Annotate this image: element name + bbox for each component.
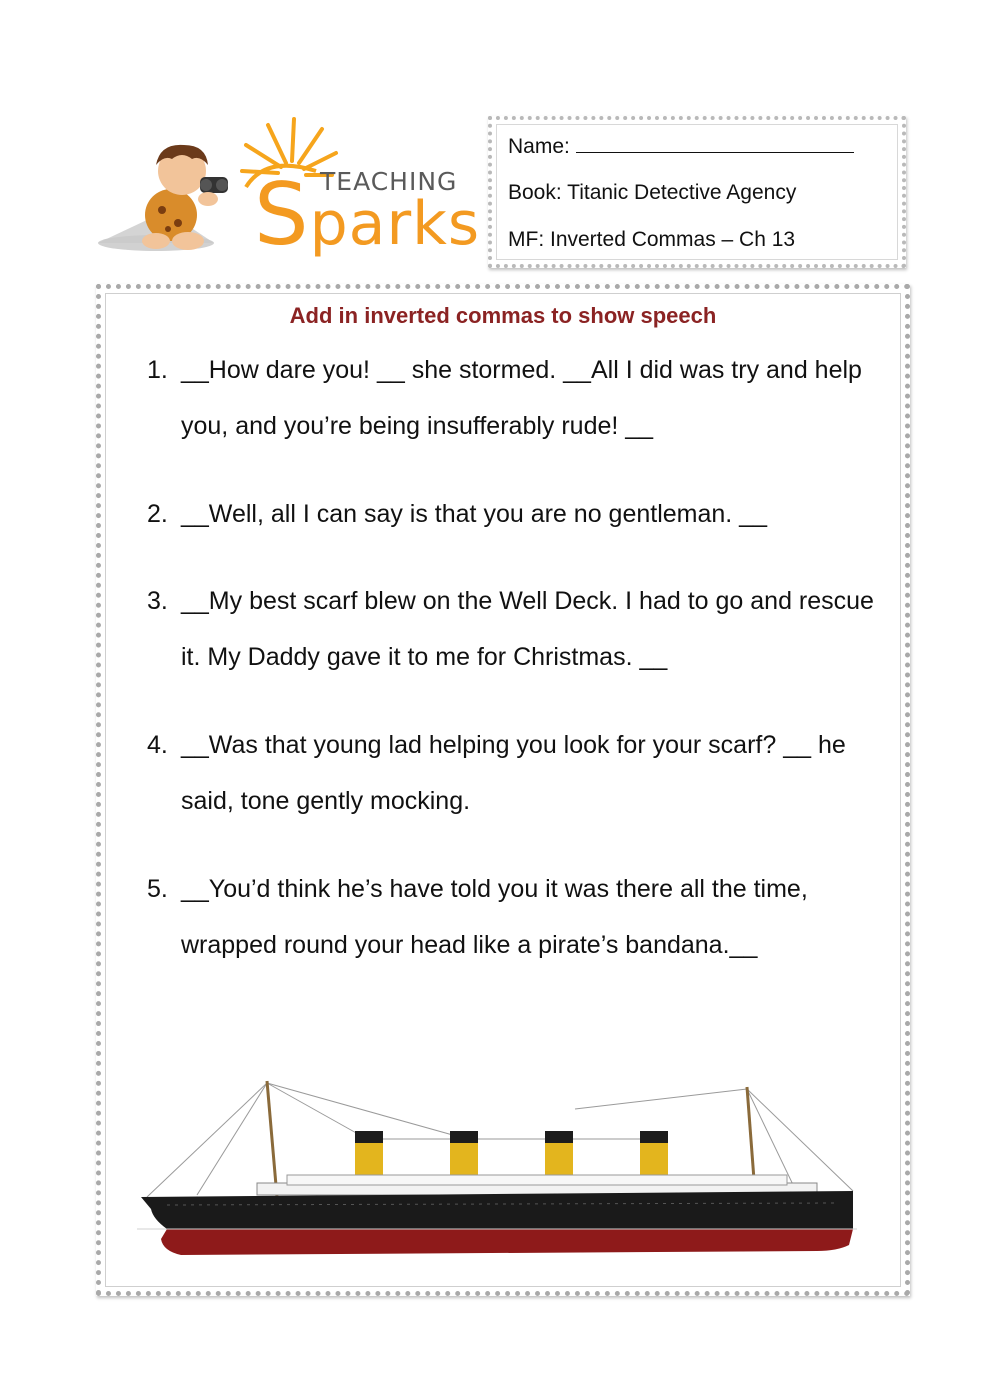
question-number: 3. bbox=[147, 587, 168, 615]
name-label: Name: bbox=[508, 135, 570, 158]
question-number: 2. bbox=[147, 500, 168, 528]
student-info-box bbox=[488, 116, 906, 268]
question-1 bbox=[147, 342, 897, 454]
question-number: 4. bbox=[147, 731, 168, 759]
question-3 bbox=[147, 573, 897, 685]
instruction-heading: Add in inverted commas to show speech bbox=[289, 303, 717, 328]
question-4 bbox=[147, 717, 897, 829]
question-text: __Well, all I can say is that you are no gentleman. __ bbox=[181, 500, 767, 528]
question-text: __Was that young lad helping you look for your scarf? __ he said, tone gently mocking. bbox=[181, 731, 846, 815]
book-title: Book: Titanic Detective Agency bbox=[508, 181, 797, 204]
mf-topic: MF: Inverted Commas – Ch 13 bbox=[508, 228, 796, 251]
question-5 bbox=[147, 861, 897, 973]
question-2 bbox=[147, 486, 897, 542]
question-number: 5. bbox=[147, 875, 168, 903]
worksheet-box bbox=[96, 284, 910, 1296]
teaching-sparks-logo bbox=[96, 115, 481, 265]
name-line bbox=[508, 134, 854, 159]
question-text: __You’d think he’s have told you it was there all the time, wrapped round your head like a pirate’s bandana.__ bbox=[181, 875, 808, 959]
question-text: __My best scarf blew on the Well Deck. I had to go and rescue it. My Daddy gave it to me for Christmas. __ bbox=[181, 587, 874, 671]
logo-word-teaching: TEACHING bbox=[320, 167, 458, 196]
caveman-with-binoculars-icon bbox=[142, 145, 228, 250]
question-number: 1. bbox=[147, 356, 168, 384]
logo-word-parks: parks bbox=[309, 189, 481, 259]
name-blank-field[interactable] bbox=[576, 134, 854, 153]
titanic-ship-illustration bbox=[137, 1079, 857, 1259]
question-text: __How dare you! __ she stormed. __All I did was try and help you, and you’re being insufferably rude! __ bbox=[181, 356, 862, 440]
logo-letter-s: S bbox=[254, 165, 310, 265]
